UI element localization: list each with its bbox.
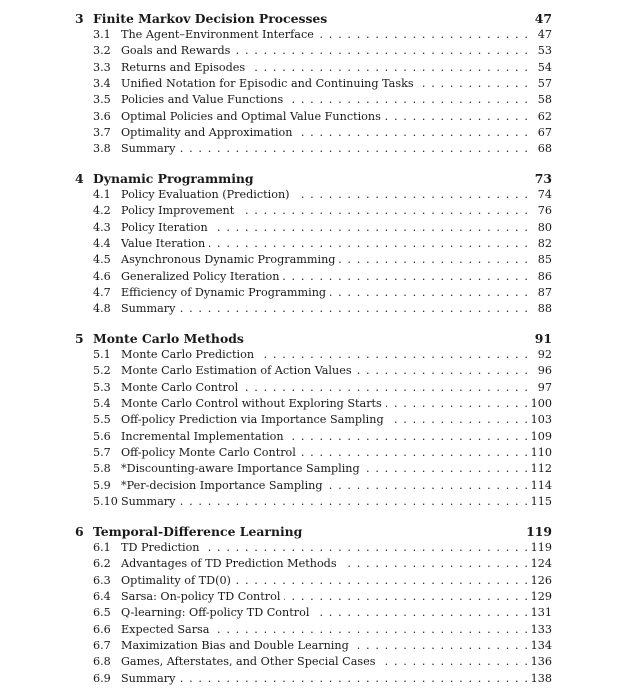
section-title: Summary [121, 672, 179, 685]
section-page-number: 54 [537, 60, 552, 74]
section-page-number: 97 [537, 380, 552, 394]
section-page-number: 133 [530, 622, 552, 636]
section-number: 4.8 [93, 302, 111, 316]
section-page-number: 67 [537, 126, 552, 140]
section-number: 4.3 [93, 220, 111, 234]
toc-entry[interactable] [0, 109, 626, 125]
section-title: Monte Carlo Control [121, 381, 242, 394]
section-title: Optimal Policies and Optimal Value Functions [121, 110, 385, 123]
section-title: Monte Carlo Prediction [121, 348, 258, 361]
section-page-number: 74 [537, 188, 552, 201]
section-page-number: 53 [537, 44, 552, 58]
section-leader [121, 654, 529, 670]
section-title: Value Iteration [121, 237, 209, 250]
section-title: Sarsa: On-policy TD Control [121, 590, 284, 603]
section-title: Summary [121, 495, 179, 508]
toc-entry[interactable] [0, 125, 626, 141]
section-leader [121, 380, 529, 396]
toc-entry[interactable] [0, 589, 626, 605]
section-page-number: 47 [537, 28, 552, 41]
section-title: Optimality and Approximation [121, 126, 296, 139]
section-leader [121, 540, 529, 556]
section-leader [121, 252, 529, 268]
section-leader [121, 125, 529, 141]
section-page-number: 126 [530, 573, 552, 587]
section-leader [121, 76, 529, 92]
toc-entry[interactable] [0, 60, 626, 76]
section-leader [121, 573, 529, 589]
chapter-number: 3 [75, 11, 84, 26]
section-title: Games, Afterstates, and Other Special Cases [121, 655, 379, 668]
section-number: 6.2 [93, 557, 111, 571]
section-number: 6.5 [93, 606, 111, 620]
toc-entry[interactable] [0, 347, 626, 363]
section-number: 4.4 [93, 237, 111, 251]
section-leader [121, 589, 529, 605]
section-leader [121, 363, 529, 379]
section-number: 3.1 [93, 28, 111, 41]
toc-entry[interactable] [0, 187, 626, 203]
section-title: *Discounting-aware Importance Sampling [121, 462, 364, 475]
section-page-number: 82 [537, 237, 552, 251]
section-number: 6.3 [93, 573, 111, 587]
section-title: Policy Improvement [121, 204, 238, 217]
section-leader [121, 92, 529, 108]
section-number: 3.4 [93, 77, 111, 91]
section-number: 5.10 [93, 495, 118, 509]
chapter-heading[interactable] [0, 331, 626, 347]
section-title: Policies and Value Functions [121, 93, 287, 106]
section-number: 4.6 [93, 269, 111, 283]
section-page-number: 85 [537, 253, 552, 267]
section-title: The Agent–Environment Interface [121, 28, 318, 41]
section-page-number: 119 [530, 541, 552, 554]
section-page-number: 88 [537, 302, 552, 316]
section-title: Advantages of TD Prediction Methods [121, 557, 341, 570]
toc-entry[interactable] [0, 285, 626, 301]
chapter-number: 4 [75, 171, 84, 186]
toc-entry[interactable] [0, 92, 626, 108]
section-number: 5.2 [93, 364, 111, 378]
chapter-title: Dynamic Programming [93, 171, 254, 186]
section-page-number: 129 [530, 590, 552, 604]
section-title: Summary [121, 142, 179, 155]
section-leader [121, 478, 529, 494]
toc-entry[interactable] [0, 573, 626, 589]
section-title: Returns and Episodes [121, 61, 249, 74]
section-title: Off-policy Monte Carlo Control [121, 446, 300, 459]
section-leader [121, 429, 529, 445]
section-page-number: 131 [530, 606, 552, 620]
section-page-number: 62 [537, 109, 552, 123]
section-page-number: 134 [530, 639, 552, 653]
section-leader [121, 220, 529, 236]
section-page-number: 115 [530, 495, 552, 509]
section-page-number: 109 [530, 429, 552, 443]
section-number: 5.6 [93, 429, 111, 443]
section-page-number: 87 [537, 286, 552, 300]
section-leader [121, 203, 529, 219]
chapter-title: Finite Markov Decision Processes [93, 11, 328, 26]
section-page-number: 138 [530, 671, 552, 685]
section-number: 5.1 [93, 348, 111, 361]
section-page-number: 96 [537, 364, 552, 378]
section-number: 3.3 [93, 60, 111, 74]
section-page-number: 124 [530, 557, 552, 571]
section-page-number: 100 [530, 397, 552, 411]
toc-entry[interactable] [0, 429, 626, 445]
chapter-page-number: 73 [534, 171, 552, 186]
chapter-number: 6 [75, 524, 84, 539]
section-number: 4.7 [93, 286, 111, 300]
section-title: Summary [121, 302, 179, 315]
toc-entry[interactable] [0, 478, 626, 494]
chapter-heading[interactable] [0, 524, 626, 540]
toc-entry[interactable] [0, 380, 626, 396]
chapter-page-number: 91 [534, 331, 552, 346]
section-title: Policy Iteration [121, 221, 212, 234]
section-leader [121, 622, 529, 638]
section-number: 6.9 [93, 671, 111, 685]
section-number: 3.6 [93, 109, 111, 123]
toc-entry[interactable] [0, 605, 626, 621]
toc-entry[interactable] [0, 412, 626, 428]
section-title: Monte Carlo Estimation of Action Values [121, 364, 356, 377]
toc-entry[interactable] [0, 27, 626, 43]
section-title: Monte Carlo Control without Exploring Starts [121, 397, 386, 410]
section-number: 6.7 [93, 639, 111, 653]
chapter-number: 5 [75, 331, 84, 346]
section-title: *Per-decision Importance Sampling [121, 479, 327, 492]
section-leader [121, 347, 529, 363]
toc-entry[interactable] [0, 301, 626, 317]
toc-entry[interactable] [0, 494, 626, 510]
section-title: Generalized Policy Iteration [121, 270, 283, 283]
section-leader [121, 671, 529, 687]
toc-entry[interactable] [0, 363, 626, 379]
section-number: 6.4 [93, 590, 111, 604]
section-leader [121, 445, 529, 461]
section-leader [121, 461, 529, 477]
section-title: Maximization Bias and Double Learning [121, 639, 353, 652]
section-leader [121, 301, 529, 317]
section-title: Efficiency of Dynamic Programming [121, 286, 330, 299]
toc-entry[interactable] [0, 252, 626, 268]
section-title: Q-learning: Off-policy TD Control [121, 606, 313, 619]
section-leader [121, 269, 529, 285]
section-leader [121, 285, 529, 301]
section-number: 3.5 [93, 93, 111, 107]
section-title: Asynchronous Dynamic Programming [121, 253, 339, 266]
toc-entry[interactable] [0, 654, 626, 670]
section-title: TD Prediction [121, 541, 204, 554]
section-leader [121, 605, 529, 621]
toc-entry[interactable] [0, 236, 626, 252]
section-leader [121, 412, 529, 428]
section-number: 5.8 [93, 462, 111, 476]
section-page-number: 58 [537, 93, 552, 107]
section-title: Optimality of TD(0) [121, 574, 235, 587]
section-page-number: 76 [537, 204, 552, 218]
section-leader [121, 141, 529, 157]
section-title: Unified Notation for Episodic and Continuing Tasks [121, 77, 418, 90]
toc-entry[interactable] [0, 540, 626, 556]
section-number: 5.9 [93, 478, 111, 492]
section-leader [121, 494, 529, 510]
section-page-number: 112 [530, 462, 552, 476]
toc-entry[interactable] [0, 638, 626, 654]
section-number: 5.5 [93, 413, 111, 427]
section-leader [121, 109, 529, 125]
chapter-page-number: 47 [534, 11, 552, 26]
toc-entry[interactable] [0, 76, 626, 92]
section-number: 6.8 [93, 655, 111, 669]
chapter-heading[interactable] [0, 171, 626, 187]
section-leader [121, 43, 529, 59]
section-number: 3.7 [93, 126, 111, 140]
section-page-number: 57 [537, 77, 552, 91]
section-leader [121, 60, 529, 76]
section-title: Goals and Rewards [121, 44, 234, 57]
section-leader [121, 556, 529, 572]
section-page-number: 92 [537, 348, 552, 361]
toc-entry[interactable] [0, 396, 626, 412]
section-title: Expected Sarsa [121, 623, 213, 636]
section-title: Policy Evaluation (Prediction) [121, 188, 294, 201]
section-number: 5.7 [93, 446, 111, 460]
chapter-page-number: 119 [526, 524, 552, 539]
section-title: Incremental Implementation [121, 430, 288, 443]
section-page-number: 80 [537, 220, 552, 234]
chapter-title: Monte Carlo Methods [93, 331, 244, 346]
section-number: 4.1 [93, 188, 111, 201]
section-leader [121, 236, 529, 252]
toc-entry[interactable] [0, 445, 626, 461]
chapter-heading[interactable] [0, 11, 626, 27]
toc-entry[interactable] [0, 43, 626, 59]
section-title: Off-policy Prediction via Importance Sampling [121, 413, 388, 426]
section-number: 5.3 [93, 380, 111, 394]
section-leader [121, 396, 529, 412]
section-number: 6.1 [93, 541, 111, 554]
section-page-number: 86 [537, 269, 552, 283]
section-number: 4.2 [93, 204, 111, 218]
section-number: 3.8 [93, 142, 111, 156]
section-page-number: 103 [530, 413, 552, 427]
toc-entry[interactable] [0, 141, 626, 157]
section-number: 5.4 [93, 397, 111, 411]
toc-entry[interactable] [0, 461, 626, 477]
toc-entry[interactable] [0, 556, 626, 572]
section-page-number: 136 [530, 655, 552, 669]
section-leader [121, 187, 529, 203]
section-number: 6.6 [93, 622, 111, 636]
section-leader [121, 27, 529, 43]
section-page-number: 114 [530, 478, 552, 492]
toc-entry[interactable] [0, 671, 626, 687]
toc-entry[interactable] [0, 269, 626, 285]
toc-entry[interactable] [0, 203, 626, 219]
section-page-number: 68 [537, 142, 552, 156]
section-leader [121, 638, 529, 654]
section-number: 3.2 [93, 44, 111, 58]
toc-entry[interactable] [0, 220, 626, 236]
section-page-number: 110 [530, 446, 552, 460]
chapter-title: Temporal-Difference Learning [93, 524, 303, 539]
section-number: 4.5 [93, 253, 111, 267]
toc-entry[interactable] [0, 622, 626, 638]
